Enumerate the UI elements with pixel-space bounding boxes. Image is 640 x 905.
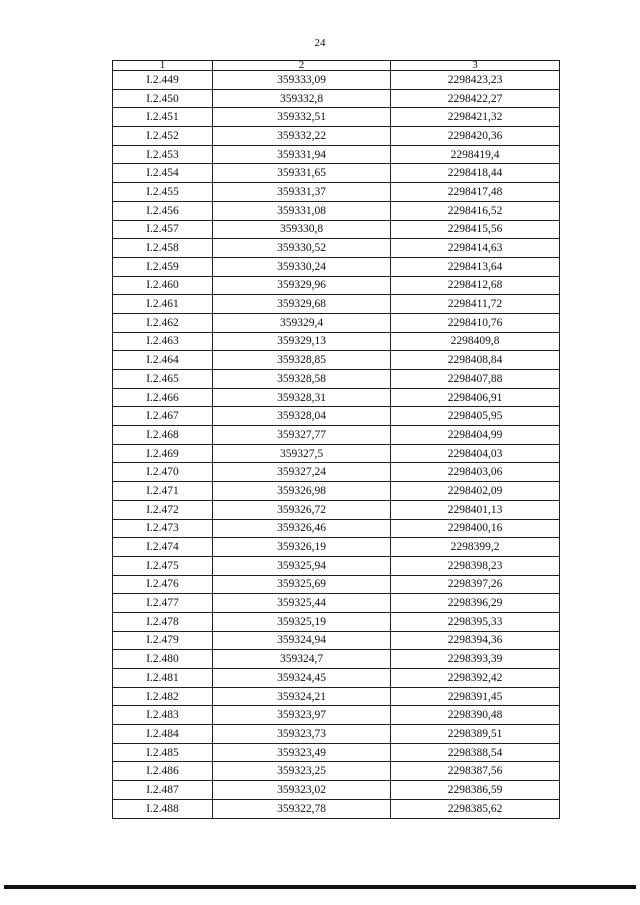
table-row [113, 612, 560, 631]
table-row [113, 687, 560, 706]
bottom-rule [4, 885, 636, 889]
table-row [113, 164, 560, 183]
y-coordinate-cell: 2298400,16 [391, 519, 560, 538]
y-coordinate-cell: 2298416,52 [391, 201, 560, 220]
point-id-cell: I.2.455 [113, 183, 213, 202]
point-id-cell: I.2.458 [113, 239, 213, 258]
column-header-3: 3 [391, 61, 560, 71]
table-row [113, 201, 560, 220]
table-row [113, 725, 560, 744]
x-coordinate-cell: 359332,51 [213, 108, 391, 127]
point-id-cell: I.2.463 [113, 332, 213, 351]
point-id-cell: I.2.470 [113, 463, 213, 482]
point-id-cell: I.2.464 [113, 351, 213, 370]
table-row [113, 762, 560, 781]
table-row [113, 183, 560, 202]
y-coordinate-cell: 2298417,48 [391, 183, 560, 202]
x-coordinate-cell: 359323,97 [213, 706, 391, 725]
x-coordinate-cell: 359331,65 [213, 164, 391, 183]
point-id-cell: I.2.465 [113, 370, 213, 389]
x-coordinate-cell: 359325,44 [213, 594, 391, 613]
x-coordinate-cell: 359331,37 [213, 183, 391, 202]
point-id-cell: I.2.479 [113, 631, 213, 650]
point-id-cell: I.2.488 [113, 799, 213, 818]
x-coordinate-cell: 359327,5 [213, 444, 391, 463]
table-row [113, 370, 560, 389]
table-row [113, 444, 560, 463]
y-coordinate-cell: 2298392,42 [391, 669, 560, 688]
x-coordinate-cell: 359324,45 [213, 669, 391, 688]
y-coordinate-cell: 2298398,23 [391, 556, 560, 575]
x-coordinate-cell: 359329,96 [213, 276, 391, 295]
point-id-cell: I.2.480 [113, 650, 213, 669]
y-coordinate-cell: 2298405,95 [391, 407, 560, 426]
table-row [113, 650, 560, 669]
table-row [113, 631, 560, 650]
table-body [113, 71, 560, 819]
table-row [113, 108, 560, 127]
x-coordinate-cell: 359324,94 [213, 631, 391, 650]
x-coordinate-cell: 359327,77 [213, 426, 391, 445]
table-row [113, 556, 560, 575]
x-coordinate-cell: 359332,22 [213, 127, 391, 146]
table-row [113, 71, 560, 90]
y-coordinate-cell: 2298410,76 [391, 313, 560, 332]
point-id-cell: I.2.449 [113, 71, 213, 90]
y-coordinate-cell: 2298414,63 [391, 239, 560, 258]
y-coordinate-cell: 2298408,84 [391, 351, 560, 370]
table-row [113, 781, 560, 800]
y-coordinate-cell: 2298412,68 [391, 276, 560, 295]
x-coordinate-cell: 359326,19 [213, 538, 391, 557]
table-row [113, 706, 560, 725]
point-id-cell: I.2.476 [113, 575, 213, 594]
table-row [113, 538, 560, 557]
point-id-cell: I.2.481 [113, 669, 213, 688]
x-coordinate-cell: 359326,46 [213, 519, 391, 538]
point-id-cell: I.2.485 [113, 743, 213, 762]
y-coordinate-cell: 2298418,44 [391, 164, 560, 183]
point-id-cell: I.2.454 [113, 164, 213, 183]
y-coordinate-cell: 2298399,2 [391, 538, 560, 557]
page-number: 24 [314, 37, 326, 49]
x-coordinate-cell: 359323,49 [213, 743, 391, 762]
x-coordinate-cell: 359328,31 [213, 388, 391, 407]
y-coordinate-cell: 2298411,72 [391, 295, 560, 314]
point-id-cell: I.2.459 [113, 257, 213, 276]
x-coordinate-cell: 359322,78 [213, 799, 391, 818]
x-coordinate-cell: 359329,4 [213, 313, 391, 332]
y-coordinate-cell: 2298389,51 [391, 725, 560, 744]
table-row [113, 220, 560, 239]
point-id-cell: I.2.474 [113, 538, 213, 557]
y-coordinate-cell: 2298395,33 [391, 612, 560, 631]
y-coordinate-cell: 2298413,64 [391, 257, 560, 276]
x-coordinate-cell: 359323,73 [213, 725, 391, 744]
x-coordinate-cell: 359328,04 [213, 407, 391, 426]
column-header-2: 2 [213, 61, 391, 71]
x-coordinate-cell: 359327,24 [213, 463, 391, 482]
table-row [113, 388, 560, 407]
x-coordinate-cell: 359331,08 [213, 201, 391, 220]
table-row [113, 89, 560, 108]
x-coordinate-cell: 359328,58 [213, 370, 391, 389]
y-coordinate-cell: 2298393,39 [391, 650, 560, 669]
y-coordinate-cell: 2298396,29 [391, 594, 560, 613]
x-coordinate-cell: 359325,69 [213, 575, 391, 594]
y-coordinate-cell: 2298390,48 [391, 706, 560, 725]
x-coordinate-cell: 359330,8 [213, 220, 391, 239]
x-coordinate-cell: 359325,19 [213, 612, 391, 631]
point-id-cell: I.2.478 [113, 612, 213, 631]
table-row [113, 407, 560, 426]
x-coordinate-cell: 359329,68 [213, 295, 391, 314]
table-row [113, 669, 560, 688]
x-coordinate-cell: 359332,8 [213, 89, 391, 108]
table-row [113, 426, 560, 445]
table-row [113, 239, 560, 258]
y-coordinate-cell: 2298397,26 [391, 575, 560, 594]
point-id-cell: I.2.450 [113, 89, 213, 108]
point-id-cell: I.2.471 [113, 482, 213, 501]
table-row [113, 145, 560, 164]
point-id-cell: I.2.475 [113, 556, 213, 575]
y-coordinate-cell: 2298415,56 [391, 220, 560, 239]
y-coordinate-cell: 2298420,36 [391, 127, 560, 146]
y-coordinate-cell: 2298404,03 [391, 444, 560, 463]
y-coordinate-cell: 2298423,23 [391, 71, 560, 90]
table-row [113, 463, 560, 482]
point-id-cell: I.2.468 [113, 426, 213, 445]
x-coordinate-cell: 359326,98 [213, 482, 391, 501]
point-id-cell: I.2.482 [113, 687, 213, 706]
table-row [113, 575, 560, 594]
point-id-cell: I.2.461 [113, 295, 213, 314]
table-row [113, 799, 560, 818]
x-coordinate-cell: 359330,24 [213, 257, 391, 276]
table-row [113, 743, 560, 762]
x-coordinate-cell: 359331,94 [213, 145, 391, 164]
x-coordinate-cell: 359323,25 [213, 762, 391, 781]
y-coordinate-cell: 2298391,45 [391, 687, 560, 706]
point-id-cell: I.2.484 [113, 725, 213, 744]
table-header-row [113, 61, 560, 71]
table-row [113, 313, 560, 332]
point-id-cell: I.2.467 [113, 407, 213, 426]
y-coordinate-cell: 2298407,88 [391, 370, 560, 389]
table-row [113, 332, 560, 351]
table-row [113, 482, 560, 501]
table-row [113, 519, 560, 538]
table-row [113, 295, 560, 314]
y-coordinate-cell: 2298403,06 [391, 463, 560, 482]
point-id-cell: I.2.472 [113, 500, 213, 519]
table-row [113, 276, 560, 295]
y-coordinate-cell: 2298394,36 [391, 631, 560, 650]
point-id-cell: I.2.487 [113, 781, 213, 800]
y-coordinate-cell: 2298385,62 [391, 799, 560, 818]
point-id-cell: I.2.486 [113, 762, 213, 781]
point-id-cell: I.2.466 [113, 388, 213, 407]
point-id-cell: I.2.473 [113, 519, 213, 538]
y-coordinate-cell: 2298388,54 [391, 743, 560, 762]
x-coordinate-cell: 359329,13 [213, 332, 391, 351]
y-coordinate-cell: 2298422,27 [391, 89, 560, 108]
x-coordinate-cell: 359326,72 [213, 500, 391, 519]
point-id-cell: I.2.452 [113, 127, 213, 146]
x-coordinate-cell: 359324,21 [213, 687, 391, 706]
point-id-cell: I.2.462 [113, 313, 213, 332]
table-row [113, 127, 560, 146]
x-coordinate-cell: 359323,02 [213, 781, 391, 800]
point-id-cell: I.2.483 [113, 706, 213, 725]
y-coordinate-cell: 2298419,4 [391, 145, 560, 164]
table-row [113, 500, 560, 519]
coordinates-table [112, 60, 560, 819]
point-id-cell: I.2.456 [113, 201, 213, 220]
y-coordinate-cell: 2298409,8 [391, 332, 560, 351]
column-header-1: 1 [113, 61, 213, 71]
table-row [113, 351, 560, 370]
point-id-cell: I.2.460 [113, 276, 213, 295]
y-coordinate-cell: 2298401,13 [391, 500, 560, 519]
y-coordinate-cell: 2298402,09 [391, 482, 560, 501]
y-coordinate-cell: 2298387,56 [391, 762, 560, 781]
x-coordinate-cell: 359330,52 [213, 239, 391, 258]
point-id-cell: I.2.469 [113, 444, 213, 463]
x-coordinate-cell: 359333,09 [213, 71, 391, 90]
y-coordinate-cell: 2298421,32 [391, 108, 560, 127]
table-row [113, 257, 560, 276]
x-coordinate-cell: 359324,7 [213, 650, 391, 669]
y-coordinate-cell: 2298404,99 [391, 426, 560, 445]
y-coordinate-cell: 2298406,91 [391, 388, 560, 407]
table-row [113, 594, 560, 613]
x-coordinate-cell: 359325,94 [213, 556, 391, 575]
point-id-cell: I.2.477 [113, 594, 213, 613]
x-coordinate-cell: 359328,85 [213, 351, 391, 370]
point-id-cell: I.2.457 [113, 220, 213, 239]
y-coordinate-cell: 2298386,59 [391, 781, 560, 800]
point-id-cell: I.2.453 [113, 145, 213, 164]
point-id-cell: I.2.451 [113, 108, 213, 127]
